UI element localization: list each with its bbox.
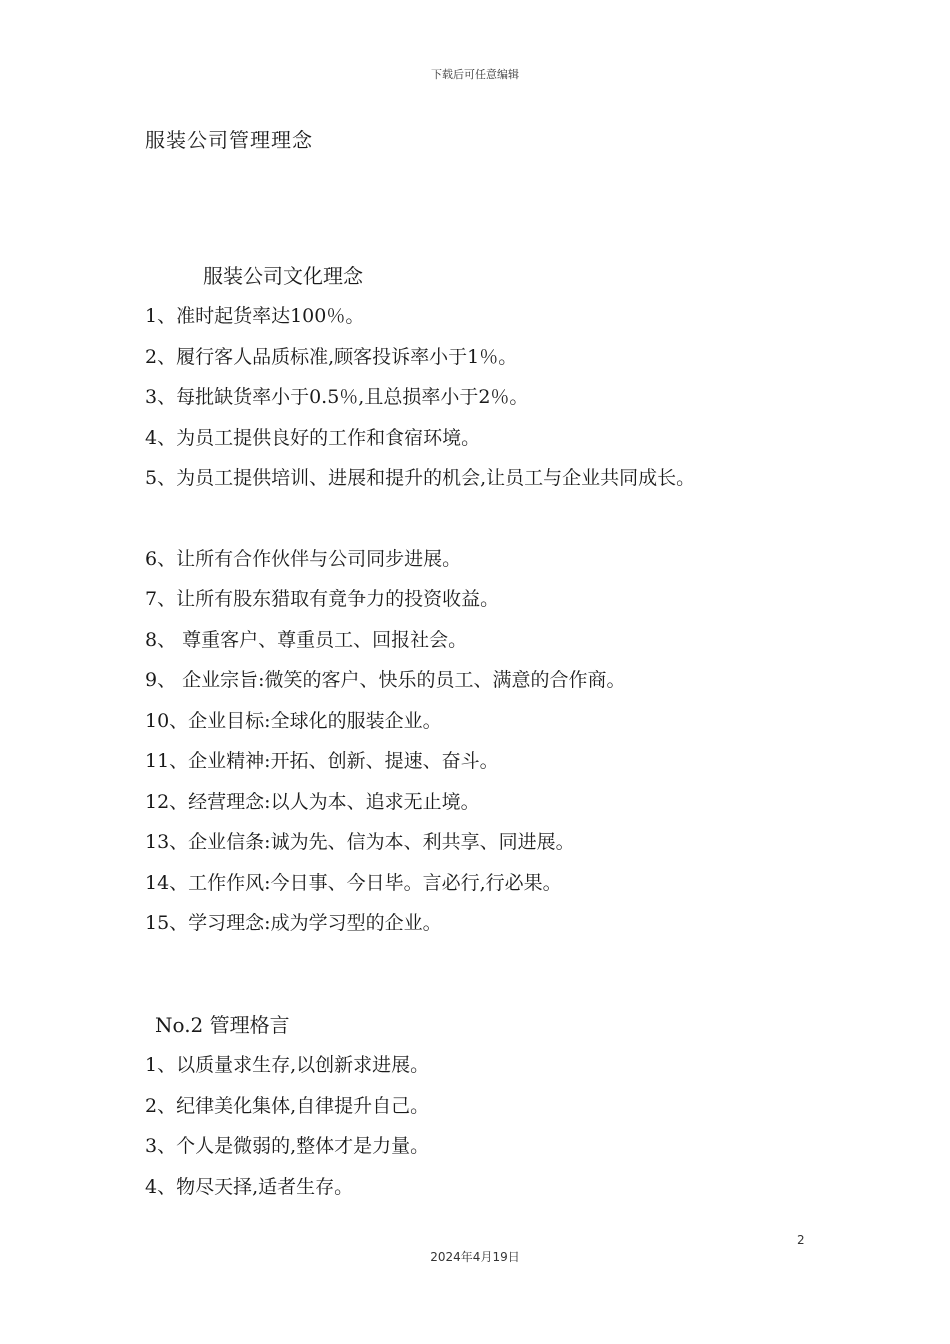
culture-item: 1、准时起货率达100％。 [145,305,365,327]
culture-section [145,262,845,950]
culture-item: 13、企业信条:诚为先、信为本、利共享、同进展。 [145,831,575,853]
maxims-heading: No.2 管理格言 [155,1013,290,1037]
culture-item: 10、企业目标:全球化的服装企业。 [145,709,442,732]
culture-item: 9、 企业宗旨:微笑的客户、快乐的员工、满意的合作商。 [145,669,626,691]
culture-item: 15、学习理念:成为学习型的企业。 [145,912,442,934]
culture-item: 6、让所有合作伙伴与公司同步进展。 [145,547,462,570]
document-title: 服装公司管理理念 [145,128,313,152]
culture-heading: 服装公司文化理念 [203,264,363,288]
culture-item: 3、每批缺货率小于0.5％,且总损率小于2％。 [145,386,529,408]
culture-item: 4、为员工提供良好的工作和食宿环境。 [145,426,481,449]
culture-item: 8、 尊重客户、尊重员工、回报社会。 [145,628,468,651]
page-number: 2 [797,1233,805,1247]
culture-item: 7、让所有股东猎取有竟争力的投资收益。 [145,588,500,610]
header-note: 下载后可任意编辑 [431,68,519,81]
culture-item: 5、为员工提供培训、进展和提升的机会,让员工与企业共同成长。 [145,467,696,489]
culture-item: 11、企业精神:开拓、创新、提速、奋斗。 [145,750,499,772]
maxims-section [145,1011,845,1213]
maxim-item: 2、纪律美化集体,自律提升自己。 [145,1094,430,1117]
footer-date: 2024年4月19日 [430,1250,520,1264]
culture-item: 14、工作作风:今日事、今日毕。言必行,行必果。 [145,871,562,894]
maxim-item: 4、物尽天择,适者生存。 [145,1175,354,1198]
maxim-item: 1、以质量求生存,以创新求进展。 [145,1054,430,1076]
maxim-item: 3、个人是微弱的,整体才是力量。 [145,1135,430,1157]
culture-item: 2、履行客人品质标准,顾客投诉率小于1％。 [145,345,518,368]
culture-item: 12、经营理念:以人为本、追求无止境。 [145,790,480,813]
